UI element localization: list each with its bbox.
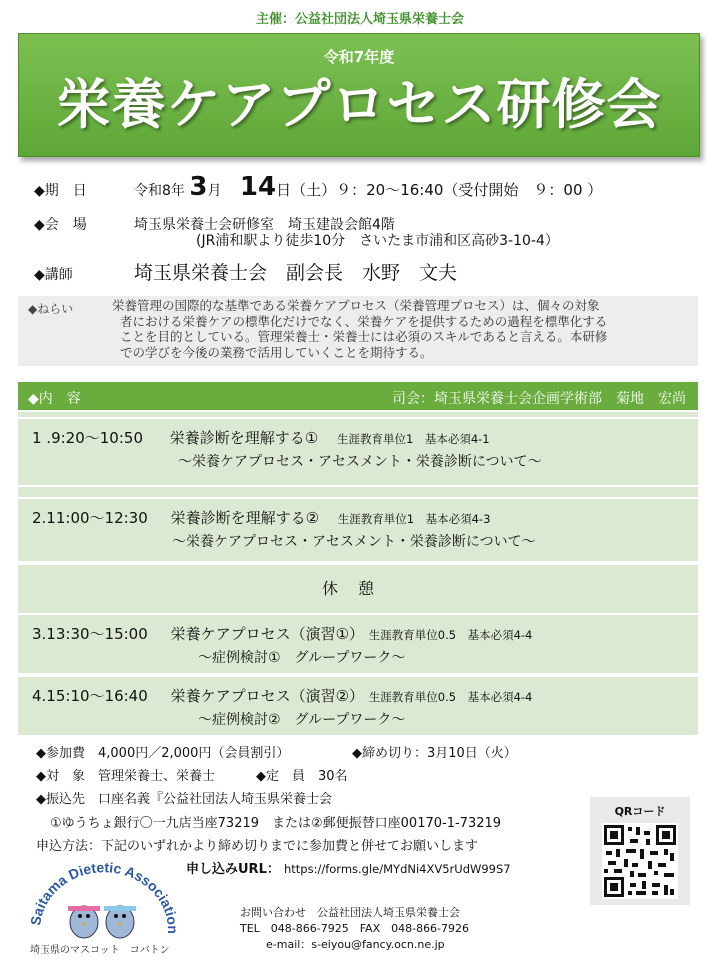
aim-line: 者における栄養ケアの標準化だけでなく、栄養ケアを提供するための過程を標準化する <box>120 313 608 329</box>
session-item <box>18 613 698 675</box>
qr-panel <box>590 797 690 905</box>
aim-box <box>18 296 698 366</box>
organizer-text: 主催：公益社団法人埼玉県栄養士会 <box>255 12 464 27</box>
lecturer-label: ◆講師 <box>34 267 73 283</box>
contents-host: 司会：埼玉県栄養士会企画学術部 菊地 宏尚 <box>392 391 686 407</box>
session-item <box>18 417 698 487</box>
session-unit: 生涯教育単位1 基本必須4-1 <box>337 432 490 446</box>
fee-text: ◆参加費 4,000円／2,000円（会員割引） <box>36 746 290 761</box>
contact-heading: お問い合わせ 公益社団法人埼玉県栄養士会 <box>240 906 460 919</box>
date-day-unit: 日（土）９：20～16:40（受付開始 ９：00 ） <box>276 181 603 199</box>
contact-phone: TEL 048-866-7925 FAX 048-866-7926 <box>240 922 470 935</box>
session-subtitle: ～症例検討① グループワーク～ <box>198 650 406 666</box>
qr-label: QRコード <box>614 805 666 818</box>
break-row: 休憩 <box>18 563 698 615</box>
session-title: 栄養ケアプロセス（演習②） <box>170 687 365 705</box>
logo-caption: 埼玉県のマスコット コバトン <box>30 945 170 956</box>
banner-subtitle: 令和7年度 <box>323 48 395 66</box>
session-title: 栄養ケアプロセス（演習①） <box>170 625 365 643</box>
title-banner <box>18 33 700 157</box>
apply-url-row <box>186 858 511 877</box>
session-unit: 生涯教育単位1 基本必須4-3 <box>337 512 491 526</box>
session-title: 栄養診断を理解する② <box>170 509 320 527</box>
lecturer-name: 埼玉県栄養士会 副会長 水野 文夫 <box>134 262 458 284</box>
session-time: 1 .9:20～10:50 <box>32 429 143 447</box>
venue-name: 埼玉県栄養士会研修室 埼玉建設会館4階 <box>134 217 395 233</box>
date-value <box>134 172 602 202</box>
aim-label: ◆ねらい <box>28 302 74 316</box>
session-subtitle: ～症例検討② グループワーク～ <box>198 712 406 728</box>
svg-text:Saitama Dietetic Association <box>28 860 178 934</box>
deadline-text: ◆締め切り：3月10日（火） <box>352 746 517 761</box>
session-heading <box>32 685 532 706</box>
contents-label: ◆内 容 <box>28 391 81 407</box>
aim-line: での学びを今後の業務で活用していくことを期待する。 <box>120 344 433 360</box>
session-heading <box>32 623 532 644</box>
session-item <box>18 497 698 563</box>
date-era: 令和8年 <box>134 183 185 199</box>
capacity-text: ◆定 員 30名 <box>256 769 348 784</box>
contact-email[interactable]: e-mail：s-eiyou@fancy.ocn.ne.jp <box>266 938 445 951</box>
aim-text <box>112 298 692 360</box>
banner-title: 栄養ケアプロセス研修会 <box>56 73 662 136</box>
apply-url-link[interactable]: https://forms.gle/MYdNi4XV5rUdW99S7 <box>284 862 511 876</box>
venue-access: (JR浦和駅より徒歩10分 さいたま市浦和区高砂3-10-4） <box>196 233 559 249</box>
session-time: 4.15:10～16:40 <box>32 687 148 705</box>
session-title: 栄養診断を理解する① <box>169 429 319 447</box>
session-unit: 生涯教育単位0.5 基本必須4-4 <box>368 690 533 704</box>
association-logo <box>28 860 178 955</box>
session-item <box>18 675 698 737</box>
aim-line: 栄養管理の国際的な基準である栄養ケアプロセス（栄養管理プロセス）は、個々の対象 <box>112 298 600 313</box>
session-subtitle: ～栄養ケアプロセス・アセスメント・栄養診断について～ <box>178 454 542 470</box>
session-heading <box>32 507 490 528</box>
session-unit: 生涯教育単位0.5 基本必須4-4 <box>368 628 533 642</box>
date-month: 3 <box>189 172 208 202</box>
target-text: ◆対 象 管理栄養士、栄養士 <box>36 769 215 784</box>
date-label: ◆期 日 <box>34 183 87 199</box>
method-text: 申込方法：下記のいずれかより締め切りまでに参加費と併せてお願いします <box>36 839 479 854</box>
session-time: 2.11:00～12:30 <box>32 509 148 527</box>
date-month-unit: 月 <box>207 183 222 199</box>
session-subtitle: ～栄養ケアプロセス・アセスメント・栄養診断について～ <box>172 534 536 550</box>
qr-code-icon[interactable] <box>602 823 678 899</box>
session-time: 3.13:30～15:00 <box>32 625 148 643</box>
session-heading <box>32 427 490 448</box>
venue-label: ◆会 場 <box>34 217 87 233</box>
accounts-text: ①ゆうちょ銀行〇一九店当座73219 または②郵便振替口座00170-1-73219 <box>50 816 502 831</box>
apply-url-label: 申し込みURL： <box>186 862 280 877</box>
date-day: 14 <box>239 172 277 202</box>
transfer-text: ◆振込先 口座名義『公益社団法人埼玉県栄養士会 <box>36 792 332 807</box>
contents-header <box>18 382 698 410</box>
aim-line: ことを目的としている。管理栄養士・栄養士には必須のスキルであると言える。本研修 <box>120 329 608 344</box>
logo-arc-text: Saitama Dietetic Associati <box>28 860 178 927</box>
